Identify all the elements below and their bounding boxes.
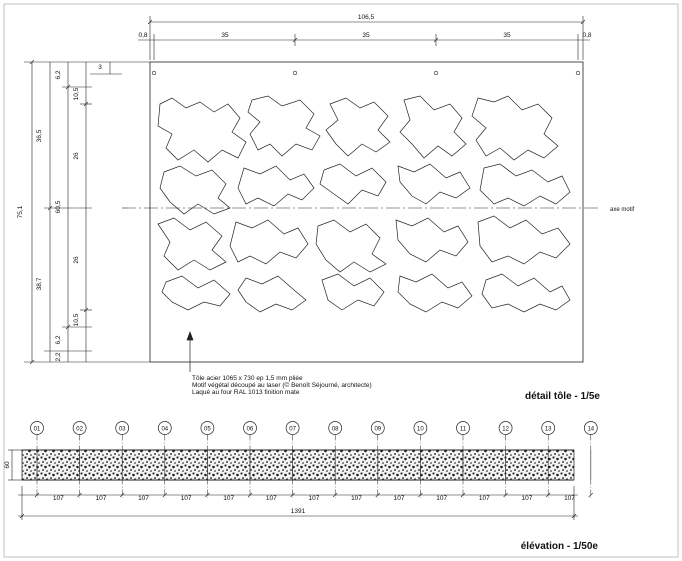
top-dim-right-margin: 0,8 — [582, 32, 592, 39]
spacing-dim-11: 107 — [478, 495, 490, 502]
steel-plate-outline — [150, 62, 583, 362]
left-dim-bottom-small: 2,2 — [55, 352, 62, 362]
panel-number: 14 — [587, 426, 595, 433]
top-dim-left-margin: 0,8 — [138, 32, 148, 39]
spacing-dim-5: 107 — [223, 495, 235, 502]
left-dim-top-small: 3 — [98, 64, 102, 71]
panel-spacing-dims — [35, 493, 593, 502]
panel-number: 05 — [204, 426, 211, 433]
spacing-dim-8: 107 — [351, 495, 362, 502]
panel-number: 11 — [459, 426, 467, 433]
left-dim-mid-lower: 26 — [73, 256, 80, 264]
panel-number: 07 — [289, 426, 296, 433]
top-dim-2: 35 — [362, 32, 370, 39]
spacing-dim-10: 107 — [436, 495, 448, 502]
axis-label: axe motif — [610, 207, 635, 213]
note-line-1: Tôle acier 1065 x 730 ep 1,5 mm pliée — [192, 375, 303, 382]
elevation-panels — [22, 450, 574, 480]
spacing-dim-13: 107 — [564, 495, 575, 502]
panel-number: 02 — [76, 426, 83, 433]
left-dim-mid-upper: 26 — [73, 152, 80, 160]
note-line-2: Motif végétal découpé au laser (© Benoît Séjourné, architecte) — [192, 382, 372, 389]
panel-number: 13 — [544, 426, 552, 433]
panel-number: 03 — [118, 426, 126, 433]
left-dimension-lines — [24, 60, 150, 364]
spacing-dim-4: 107 — [180, 495, 192, 502]
spacing-dim-1: 107 — [52, 495, 64, 502]
spacing-dim-6: 107 — [265, 495, 277, 502]
panel-number: 10 — [417, 426, 424, 433]
left-dim-inner: 60,5 — [55, 200, 62, 214]
panel-number: 08 — [331, 426, 339, 433]
spacing-dim-7: 107 — [308, 495, 320, 502]
panel-number: 12 — [502, 426, 509, 433]
spacing-dim-2: 107 — [95, 495, 107, 502]
left-dim-total: 75,1 — [17, 205, 24, 219]
spacing-dim-12: 107 — [521, 495, 533, 502]
left-dim-lower-half: 38,7 — [36, 277, 43, 291]
top-dim-1: 35 — [221, 32, 229, 39]
plate-width-total: 106,5 — [357, 14, 375, 21]
detail-title: détail tôle - 1/5e — [524, 391, 600, 402]
left-dim-top-margin-a: 6,2 — [55, 70, 62, 80]
panel-number: 06 — [246, 426, 254, 433]
left-dim-bottom-margin-b: 10,5 — [73, 313, 80, 327]
spacing-dim-9: 107 — [393, 495, 405, 502]
left-dim-top-margin-b: 10,5 — [73, 87, 80, 101]
panel-number: 01 — [33, 426, 41, 433]
elevation-title: élévation - 1/50e — [520, 541, 598, 552]
note-line-3: Laqué au four RAL 1013 finition mate — [192, 389, 300, 396]
spacing-dim-3: 107 — [138, 495, 149, 502]
top-dim-3: 35 — [503, 32, 511, 39]
left-dim-bottom-margin-a: 6,2 — [55, 335, 62, 345]
panel-number: 09 — [374, 426, 382, 433]
left-dim-upper-half: 36,5 — [36, 129, 43, 143]
elevation-height-dim: 60 — [4, 461, 11, 469]
elevation-total-dim: 1391 — [290, 508, 306, 515]
panel-number: 04 — [161, 426, 169, 433]
